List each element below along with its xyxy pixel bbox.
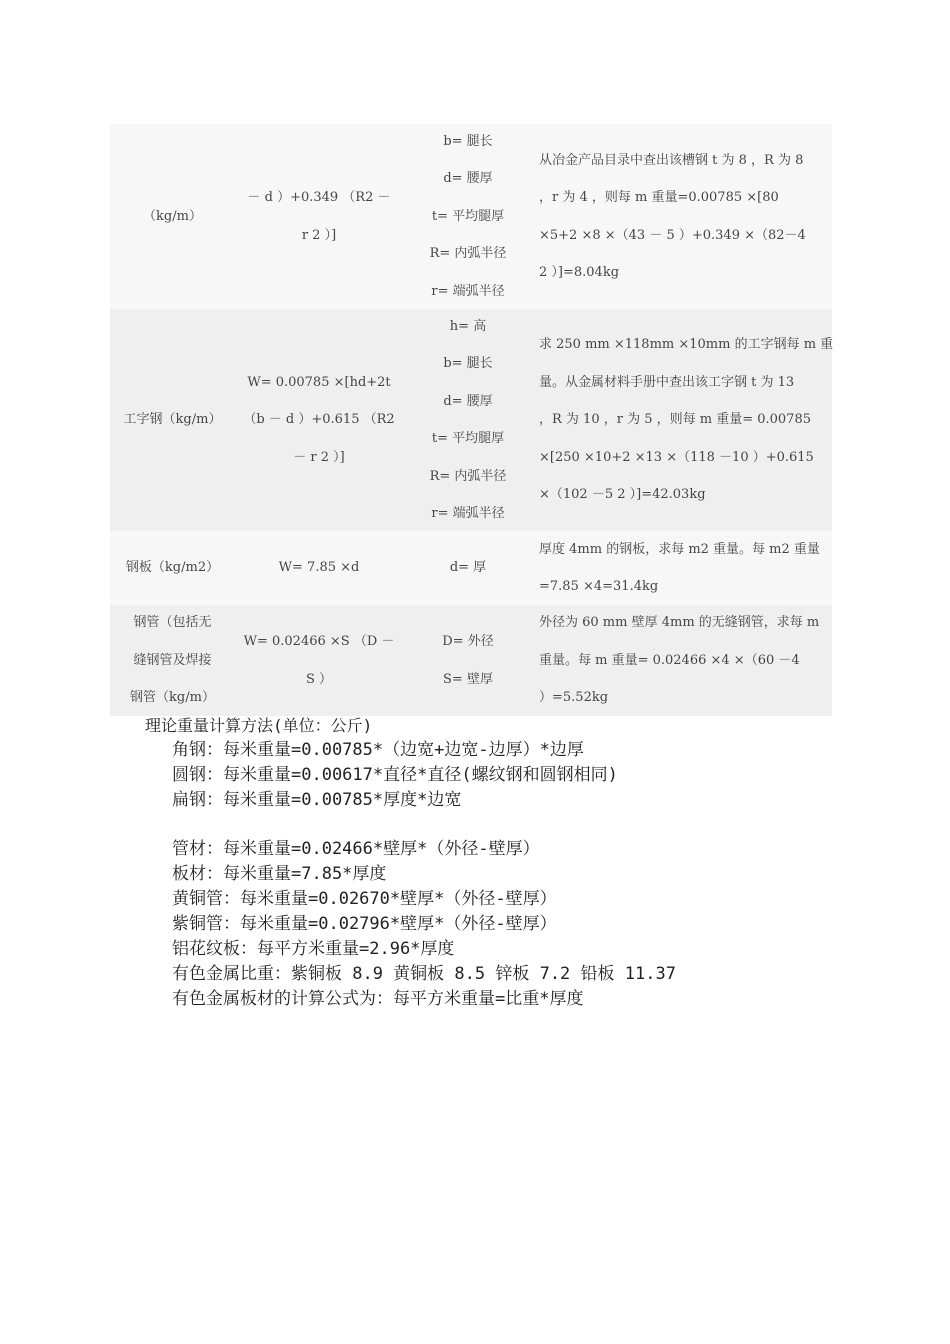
cell-line: ×[250 ×10+2 ×13 ×（118 －10 ）+0.615 bbox=[539, 449, 814, 465]
note-item: 有色金属板材的计算公式为：每平方米重量=比重*厚度 bbox=[172, 989, 584, 1009]
table-cell-material bbox=[110, 531, 235, 605]
cell-line: h= 高 bbox=[449, 318, 487, 334]
cell-line: 量。从金属材料手册中查出该工字钢 t 为 13 bbox=[539, 374, 795, 390]
cell-line: 从冶金产品目录中查出该槽钢 t 为 8 ，R 为 8 bbox=[539, 152, 804, 168]
table-row bbox=[110, 309, 832, 531]
cell-line: ×（102 －5 2 ）]=42.03kg bbox=[539, 487, 706, 503]
table-cell-material bbox=[110, 605, 235, 716]
notes-title: 理论重量计算方法(单位：公斤) bbox=[145, 716, 373, 735]
cell-line: 缝钢管及焊接 bbox=[133, 652, 212, 668]
cell-line: D= 外径 bbox=[442, 634, 494, 649]
cell-line: 钢管（kg/m） bbox=[130, 690, 215, 706]
cell-line: 求 250 mm ×118mm ×10mm 的工字钢每 m 重 bbox=[539, 337, 834, 353]
cell-line: （kg/m） bbox=[143, 208, 202, 224]
table-cell-example bbox=[533, 124, 832, 309]
table-cell-material bbox=[110, 124, 235, 309]
table-cell-example bbox=[533, 605, 832, 716]
cell-line: 外径为 60 mm 壁厚 4mm 的无缝钢管，求每 m bbox=[539, 615, 820, 631]
table-cell-formula bbox=[235, 531, 403, 605]
cell-line: r 2 ）] bbox=[301, 227, 337, 243]
cell-line: r= 端弧半径 bbox=[431, 283, 505, 299]
table-cell-material bbox=[110, 309, 235, 531]
cell-line: R= 内弧半径 bbox=[429, 246, 507, 262]
cell-line: b= 腿长 bbox=[443, 133, 493, 149]
cell-line: t= 平均腿厚 bbox=[431, 431, 505, 446]
table-row bbox=[110, 124, 832, 309]
table-cell-example bbox=[533, 531, 832, 605]
cell-line: d= 腰厚 bbox=[443, 393, 493, 409]
table-cell-variables bbox=[403, 531, 533, 605]
table-cell-variables bbox=[403, 309, 533, 531]
cell-line: 2 ）]=8.04kg bbox=[539, 265, 620, 280]
cell-line: S ） bbox=[305, 671, 333, 687]
cell-line: W= 7.85 ×d bbox=[278, 560, 360, 576]
cell-line: W= 0.02466 ×S （D － bbox=[243, 634, 395, 649]
cell-line: 重量。每 m 重量= 0.02466 ×4 ×（60 －4 bbox=[539, 652, 800, 668]
cell-line: 钢板（kg/m2） bbox=[125, 560, 220, 576]
table-cell-formula bbox=[235, 605, 403, 716]
note-item: 黄铜管：每米重量=0.02670*壁厚*（外径-壁厚） bbox=[172, 889, 557, 909]
cell-line: － r 2 ）] bbox=[293, 449, 345, 465]
table-row bbox=[110, 531, 832, 605]
table-cell-example bbox=[533, 309, 832, 531]
cell-line: （b － d ）+0.615 （R2 bbox=[243, 412, 395, 428]
cell-line: =7.85 ×4=31.4kg bbox=[539, 579, 659, 594]
cell-line: R= 内弧半径 bbox=[429, 468, 507, 484]
cell-line: － d ）+0.349 （R2 － bbox=[247, 190, 391, 205]
cell-line: t= 平均腿厚 bbox=[431, 208, 505, 224]
note-item: 扁钢：每米重量=0.00785*厚度*边宽 bbox=[172, 790, 462, 810]
cell-line: 工字钢（kg/m） bbox=[123, 412, 222, 428]
note-item: 有色金属比重：紫铜板 8.9 黄铜板 8.5 锌板 7.2 铅板 11.37 bbox=[172, 964, 676, 984]
table-cell-variables bbox=[403, 124, 533, 309]
cell-line: r= 端弧半径 bbox=[431, 506, 505, 521]
cell-line: S= 壁厚 bbox=[443, 671, 493, 687]
note-item: 管材：每米重量=0.02466*壁厚*（外径-壁厚） bbox=[172, 839, 540, 859]
cell-line: ）=5.52kg bbox=[539, 690, 609, 706]
cell-line: W= 0.00785 ×[hd+2t bbox=[247, 374, 391, 390]
table-cell-variables bbox=[403, 605, 533, 716]
cell-line: d= 腰厚 bbox=[443, 171, 493, 187]
note-item: 紫铜管：每米重量=0.02796*壁厚*（外径-壁厚） bbox=[172, 914, 557, 934]
note-item: 板材：每米重量=7.85*厚度 bbox=[172, 864, 387, 884]
note-item: 铝花纹板：每平方米重量=2.96*厚度 bbox=[172, 939, 455, 959]
cell-line: d= 厚 bbox=[449, 560, 487, 576]
note-item: 圆钢：每米重量=0.00617*直径*直径(螺纹钢和圆钢相同) bbox=[172, 765, 618, 785]
cell-line: 钢管（包括无 bbox=[133, 615, 212, 631]
table-cell-formula bbox=[235, 309, 403, 531]
note-item: 角钢：每米重量=0.00785*（边宽+边宽-边厚）*边厚 bbox=[172, 740, 584, 760]
cell-line: b= 腿长 bbox=[443, 356, 493, 371]
cell-line: ，r 为 4 ，则每 m 重量=0.00785 ×[80 bbox=[539, 190, 779, 205]
table-cell-formula bbox=[235, 124, 403, 309]
weight-formula-table bbox=[110, 124, 832, 716]
cell-line: ，R 为 10 ，r 为 5 ，则每 m 重量= 0.00785 bbox=[539, 412, 811, 428]
cell-line: 厚度 4mm 的钢板，求每 m2 重量。每 m2 重量 bbox=[539, 541, 820, 557]
cell-line: ×5+2 ×8 ×（43 － 5 ）+0.349 ×（82－4 bbox=[539, 227, 806, 243]
table-row bbox=[110, 605, 832, 716]
